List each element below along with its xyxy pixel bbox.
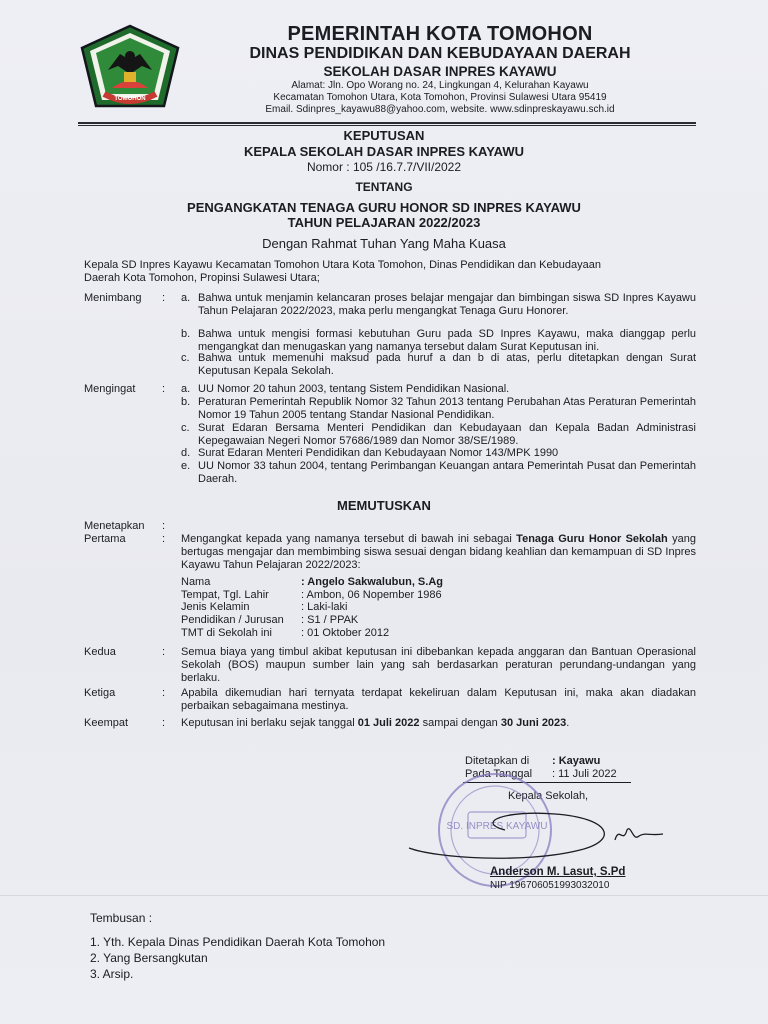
menimbang-mark-a: a. [181,292,191,304]
tembusan-item-3: 3. Arsip. [90,967,134,981]
mengingat-mark-a: a. [181,383,191,395]
address-line3: Email. Sdinpres_kayawu88@yahoo.com, website. www.sdinpreskayawu.sch.id [265,104,615,115]
doc-issuer: KEPALA SEKOLAH DASAR INPRES KAYAWU [243,144,525,159]
memutuskan-heading: MEMUTUSKAN [337,498,431,513]
field-key-nama: Nama [181,576,211,588]
field-key-ttl: Tempat, Tgl. Lahir [181,589,269,601]
signature-mark [405,800,695,870]
pertama-text-bold: Tenaga Guru Honor Sekolah [516,533,668,545]
mengingat-item-d: Surat Edaran Menteri Pendidikan dan Kebudayaan Nomor 143/MPK 1990 [198,447,559,459]
menetapkan-colon: : [162,520,166,532]
signer-name: Anderson M. Lasut, S.Pd [490,866,626,878]
menetapkan-label: Menetapkan [84,520,145,532]
field-value-pendidikan: : S1 / PPAK [301,614,359,626]
intro-line1: Kepala SD Inpres Kayawu Kecamatan Tomohon Utara Kota Tomohon, Dinas Pendidikan dan Kebudayaan [84,259,601,271]
tanggal-label: Pada Tanggal [465,768,533,780]
ditetapkan-value: : Kayawu [552,755,601,767]
kedua-text: Semua biaya yang timbul akibat keputusan ini dibebankan kepada anggaran dan Bantuan Operasional Sekolah (BOS) maupun sumber lain yang sah berdasarkan peraturan perundang-undangan yang berlaku. [181,646,696,684]
tembusan-title: Tembusan : [90,911,153,925]
field-key-jk: Jenis Kelamin [181,601,250,613]
pertama-text [181,533,696,572]
school-logo [78,24,182,110]
mengingat-item-b: Peraturan Pemerintah Republik Nomor 32 Tahun 2013 tentang Perubahan Atas Peraturan Pemerintah Nomor 19 Tahun 2005 tentang Standar Nasional Pendidikan. [198,396,696,421]
menimbang-item-c: Bahwa untuk memenuhi maksud pada huruf a dan b di atas, perlu ditetapkan dengan Surat Keputusan Kepala Sekolah. [198,352,696,377]
ketiga-label: Ketiga [84,687,116,699]
menimbang-mark-b: b. [181,328,191,340]
header-divider-thin [78,125,696,126]
keempat-date-start: 01 Juli 2022 [357,717,420,729]
keempat-text-c: . [566,717,570,729]
address-line2: Kecamatan Tomohon Utara, Kota Tomohon, Provinsi Sulawesi Utara 95419 [273,92,607,103]
tentang-heading: TENTANG [355,180,413,194]
kedua-colon: : [162,646,166,658]
menimbang-item-b: Bahwa untuk mengisi formasi kebutuhan Guru pada SD Inpres Kayawu, maka dianggap perlu mengangkat dan menugaskan yang namanya tersebut dalam Surat Keputusan ini. [198,328,696,353]
mengingat-item-c: Surat Edaran Bersama Menteri Pendidikan dan Kebudayaan dan Kepala Badan Administrasi Kepegawaian Negeri Nomor 57686/1989 dan Nomor 38/SE/1989. [198,422,696,447]
letterhead-line2: DINAS PENDIDIKAN DAN KEBUDAYAAN DAERAH [249,45,631,62]
mengingat-item-e: UU Nomor 33 tahun 2004, tentang Perimbangan Keuangan antara Pemerintah Pusat dan Pemerintah Daerah. [198,460,696,485]
doc-number: Nomor : 105 /16.7.7/VII/2022 [306,160,462,174]
mengingat-mark-e: e. [181,460,191,472]
ditetapkan-label: Ditetapkan di [465,755,530,767]
pertama-text-b: yang bertugas mengajar dan membimbing siswa sesuai dengan bidang keahlian dan kemampuan di SD Inpres Kayawu Tahun Pelajaran 2022/2023: [181,533,696,571]
jabatan: Kepala Sekolah, [508,790,589,802]
field-value-nama: : Angelo Sakwalubun, S.Ag [301,576,443,588]
keempat-date-end: 30 Juni 2023 [500,717,567,729]
mengingat-mark-c: c. [181,422,190,434]
mengingat-mark-d: d. [181,447,191,459]
subject-line2: TAHUN PELAJARAN 2022/2023 [287,215,481,230]
menimbang-colon: : [162,292,166,304]
field-key-tmt: TMT di Sekolah ini [181,627,272,639]
field-key-pendidikan: Pendidikan / Jurusan [181,614,284,626]
mengingat-mark-b: b. [181,396,191,408]
tanggal-value: : 11 Juli 2022 [552,768,617,780]
intro-line2: Daerah Kota Tomohon, Propinsi Sulawesi Utara; [84,272,320,284]
kedua-label: Kedua [84,646,116,658]
keempat-text-a: Keputusan ini berlaku sejak tanggal [181,717,358,729]
address-line1: Alamat: Jln. Opo Worang no. 24, Lingkungan 4, Kelurahan Kayawu [291,80,589,91]
field-value-ttl: : Ambon, 06 Nopember 1986 [301,589,442,601]
logo-text: TOMOHON [114,96,146,102]
mengingat-label: Mengingat [84,383,136,395]
header-divider [78,122,696,124]
keempat-label: Keempat [84,717,129,729]
menimbang-mark-c: c. [181,352,190,364]
mengingat-item-a: UU Nomor 20 tahun 2003, tentang Sistem Pendidikan Nasional. [198,383,510,395]
letterhead [190,24,690,116]
menimbang-item-a: Bahwa untuk menjamin kelancaran proses belajar mengajar dan bimbingan siswa SD Inpres Kayawu Tahun Pelajaran 2022/2023, maka perlu mengangkat Tenaga Guru Honorer. [198,292,696,317]
menimbang-label: Menimbang [84,292,142,304]
keempat-text-b: sampai dengan [419,717,501,729]
stamp-text: SD. INPRES KAYAWU [446,821,548,832]
pertama-label: Pertama [84,533,126,545]
ketiga-colon: : [162,687,166,699]
mengingat-colon: : [162,383,166,395]
doc-type: KEPUTUSAN [343,128,425,143]
pertama-colon: : [162,533,166,545]
ketiga-text: Apabila dikemudian hari ternyata terdapat kekeliruan dalam Keputusan ini, maka akan diadakan perbaikan sebagaimana mestinya. [181,687,696,712]
pertama-text-a: Mengangkat kepada yang namanya tersebut di bawah ini sebagai [181,533,517,545]
keempat-text [181,717,696,730]
field-value-jk: : Laki-laki [301,601,348,613]
signer-nip: NIP 196706051993032010 [490,880,610,891]
field-value-tmt: : 01 Oktober 2012 [301,627,390,639]
paper-fold [0,895,768,896]
tembusan-item-1: 1. Yth. Kepala Dinas Pendidikan Daerah Kota Tomohon [90,935,386,949]
rahmat-line: Dengan Rahmat Tuhan Yang Maha Kuasa [262,236,506,251]
letterhead-line3: SEKOLAH DASAR INPRES KAYAWU [323,64,557,79]
tembusan-item-2: 2. Yang Bersangkutan [90,951,208,965]
letterhead-line1: PEMERINTAH KOTA TOMOHON [287,23,593,45]
subject-line1: PENGANGKATAN TENAGA GURU HONOR SD INPRES KAYAWU [187,200,581,215]
keempat-colon: : [162,717,166,729]
